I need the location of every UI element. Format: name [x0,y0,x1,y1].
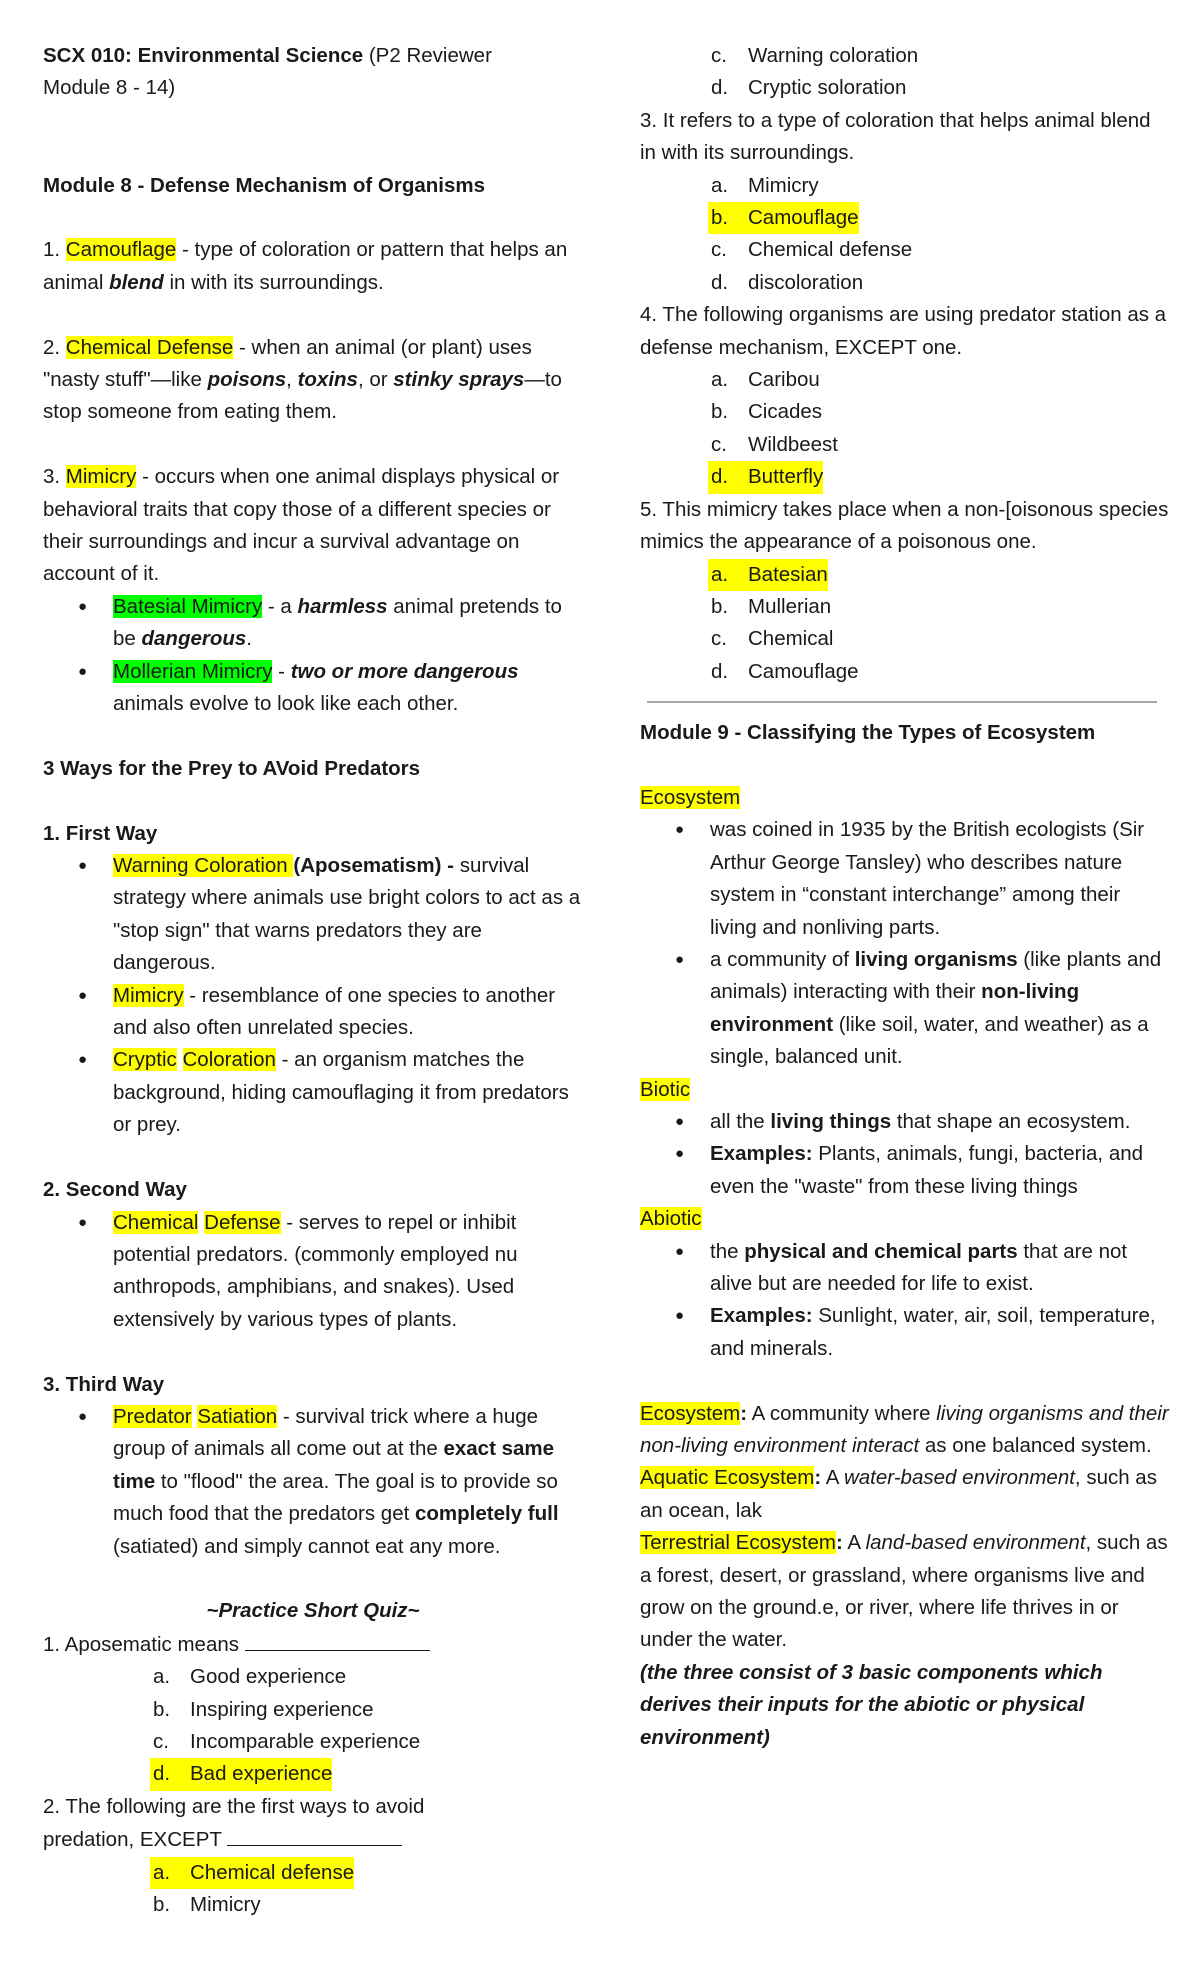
list-item: d. Camouflage [711,659,859,683]
list-item: c. Incomparable experience [153,1729,421,1753]
correct-answer: a. Chemical defense [150,1857,354,1889]
list-item: ● was coined in 1935 by the British ecologists (Sir Arthur George Tansley) who describes nature system in “constant interchange” among their living and nonliving parts. [710,814,1170,944]
list-item: ● Examples: Plants, animals, fungi, bacteria, and even the "waste" from these living things [710,1138,1170,1203]
list-item: d. discoloration [711,270,864,294]
way3-list [43,1401,583,1563]
biotic-heading: Biotic [640,1077,691,1101]
summary-terrestrial: Terrestrial Ecosystem: A land-based environment, such as a forest, desert, or grassland, where organisms live and grow on the ground.e, or river, where life thrives in or under the water. [640,1531,1168,1652]
quiz-question-2: 2. The following are the first ways to avoid predation, EXCEPT [43,1794,425,1852]
list-item: c. Wildbeest [711,432,839,456]
ways-title: 3 Ways for the Prey to AVoid Predators [43,756,421,780]
list-item: b. Inspiring experience [153,1697,374,1721]
quiz-question-5: 5. This mimicry takes place when a non-[oisonous species mimics the appearance of a poisonous one. [640,497,1169,554]
abiotic-list [640,1236,1170,1366]
list-item: ● the physical and chemical parts that are not alive but are needed for life to exist. [710,1236,1170,1301]
summary-aquatic: Aquatic Ecosystem: A water-based environment, such as an ocean, lak [640,1466,1157,1522]
way1-list [43,850,583,1142]
quiz-1-options [43,1661,583,1791]
list-item: ● Predator Satiation - survival trick where a huge group of animals all come out at the exact same time to "flood" the area. The goal is to provide so much food that the predators get completely full (satiated) and simply cannot eat any more. [113,1401,583,1563]
def-chemical-defense: 2. Chemical Defense - when an animal (or plant) uses "nasty stuff"—like poisons, toxins, or stinky sprays—to stop someone from eating them. [43,335,562,424]
left-column [43,40,583,1921]
quiz-3-options [640,170,1170,300]
list-item: ● Chemical Defense - serves to repel or inhibit potential predators. (commonly employed nu anthropods, amphibians, and snakes). Used extensively by various types of plants. [113,1207,583,1337]
list-item: ● all the living things that shape an ecosystem. [710,1106,1170,1138]
way1-title: 1. First Way [43,821,158,845]
list-item: ● a community of living organisms (like plants and animals) interacting with their non-living environment (like soil, water, and weather) as a single, balanced unit. [710,944,1170,1074]
answer-blank [227,1823,402,1846]
list-item: b. Mimicry [153,1893,261,1916]
list-item: ● Examples: Sunlight, water, air, soil, temperature, and minerals. [710,1300,1170,1365]
correct-answer: a. Batesian [708,559,828,591]
def-mimicry: 3. Mimicry - occurs when one animal displays physical or behavioral traits that copy those of a different species or their surroundings and incur a survival advantage on account of it. [43,465,560,586]
term-highlight: Camouflage [65,238,177,262]
term-highlight: Mimicry [65,465,137,489]
quiz-5-options [640,559,1170,689]
list-item: ● Batesial Mimicry - a harmless animal pretends to be dangerous. [113,591,583,656]
abiotic-heading: Abiotic [640,1207,702,1231]
list-item: ● Mimicry - resemblance of one species to another and also often unrelated species. [113,980,583,1045]
list-item: c. Chemical defense [711,238,913,262]
correct-answer: d. Butterfly [708,461,823,493]
list-item: a. Caribou [711,368,820,392]
list-item: b. Mullerian [711,594,832,618]
ecosystem-list [640,814,1170,1073]
def-camouflage: 1. Camouflage - type of coloration or pattern that helps an animal blend in with its surroundings. [43,238,568,294]
ecosystem-heading: Ecosystem [640,785,741,809]
quiz-question-1: 1. Aposematic means [43,1628,583,1661]
list-item: a. Mimicry [711,173,819,197]
mimicry-types-list [43,591,583,721]
list-item: c. Chemical [711,627,834,651]
header-line-2: Module 8 - 14) [43,76,176,100]
module9-title: Module 9 - Classifying the Types of Ecosystem [640,721,1096,745]
quiz-2-options-part2 [640,40,1170,105]
summary-note: (the three consist of 3 basic components which derives their inputs for the abiotic or physical environment) [640,1660,1103,1749]
correct-answer: b. Camouflage [708,202,859,234]
list-item: ● Mollerian Mimicry - two or more dangerous animals evolve to look like each other. [113,656,583,721]
list-item: c. Warning coloration [711,44,919,67]
document-header: SCX 010: Environmental Science (P2 Reviewer [43,44,492,67]
quiz-question-4: 4. The following organisms are using predator station as a defense mechanism, EXCEPT one. [640,303,1167,359]
quiz-2-options-part1 [43,1857,583,1922]
list-item: b. Cicades [711,400,823,424]
list-item: d. Cryptic soloration [711,76,907,100]
term-highlight: Chemical Defense [65,335,234,359]
way3-title: 3. Third Way [43,1372,165,1396]
list-item: ● Cryptic Coloration - an organism matches the background, hiding camouflaging it from predators or prey. [113,1044,583,1141]
quiz-4-options [640,364,1170,494]
right-column [640,40,1170,1754]
list-item: ● Warning Coloration (Aposematism) - survival strategy where animals use bright colors to act as a "stop sign" that warns predators they are dangerous. [113,850,583,980]
quiz-question-3: 3. It refers to a type of coloration that helps animal blend in with its surroundings. [640,108,1151,165]
course-title: SCX 010: Environmental Science [43,44,364,67]
module8-title: Module 8 - Defense Mechanism of Organisms [43,173,485,197]
biotic-list [640,1106,1170,1203]
way2-list [43,1207,583,1337]
answer-blank [245,1628,430,1651]
section-divider [647,701,1157,703]
list-item: a. Good experience [153,1665,347,1689]
correct-answer: d. Bad experience [150,1758,332,1790]
summary-ecosystem: Ecosystem: A community where living organisms and their non-living environment interact as one balanced system. [640,1401,1169,1458]
quiz-title: ~Practice Short Quiz~ [206,1599,420,1623]
way2-title: 2. Second Way [43,1178,187,1202]
